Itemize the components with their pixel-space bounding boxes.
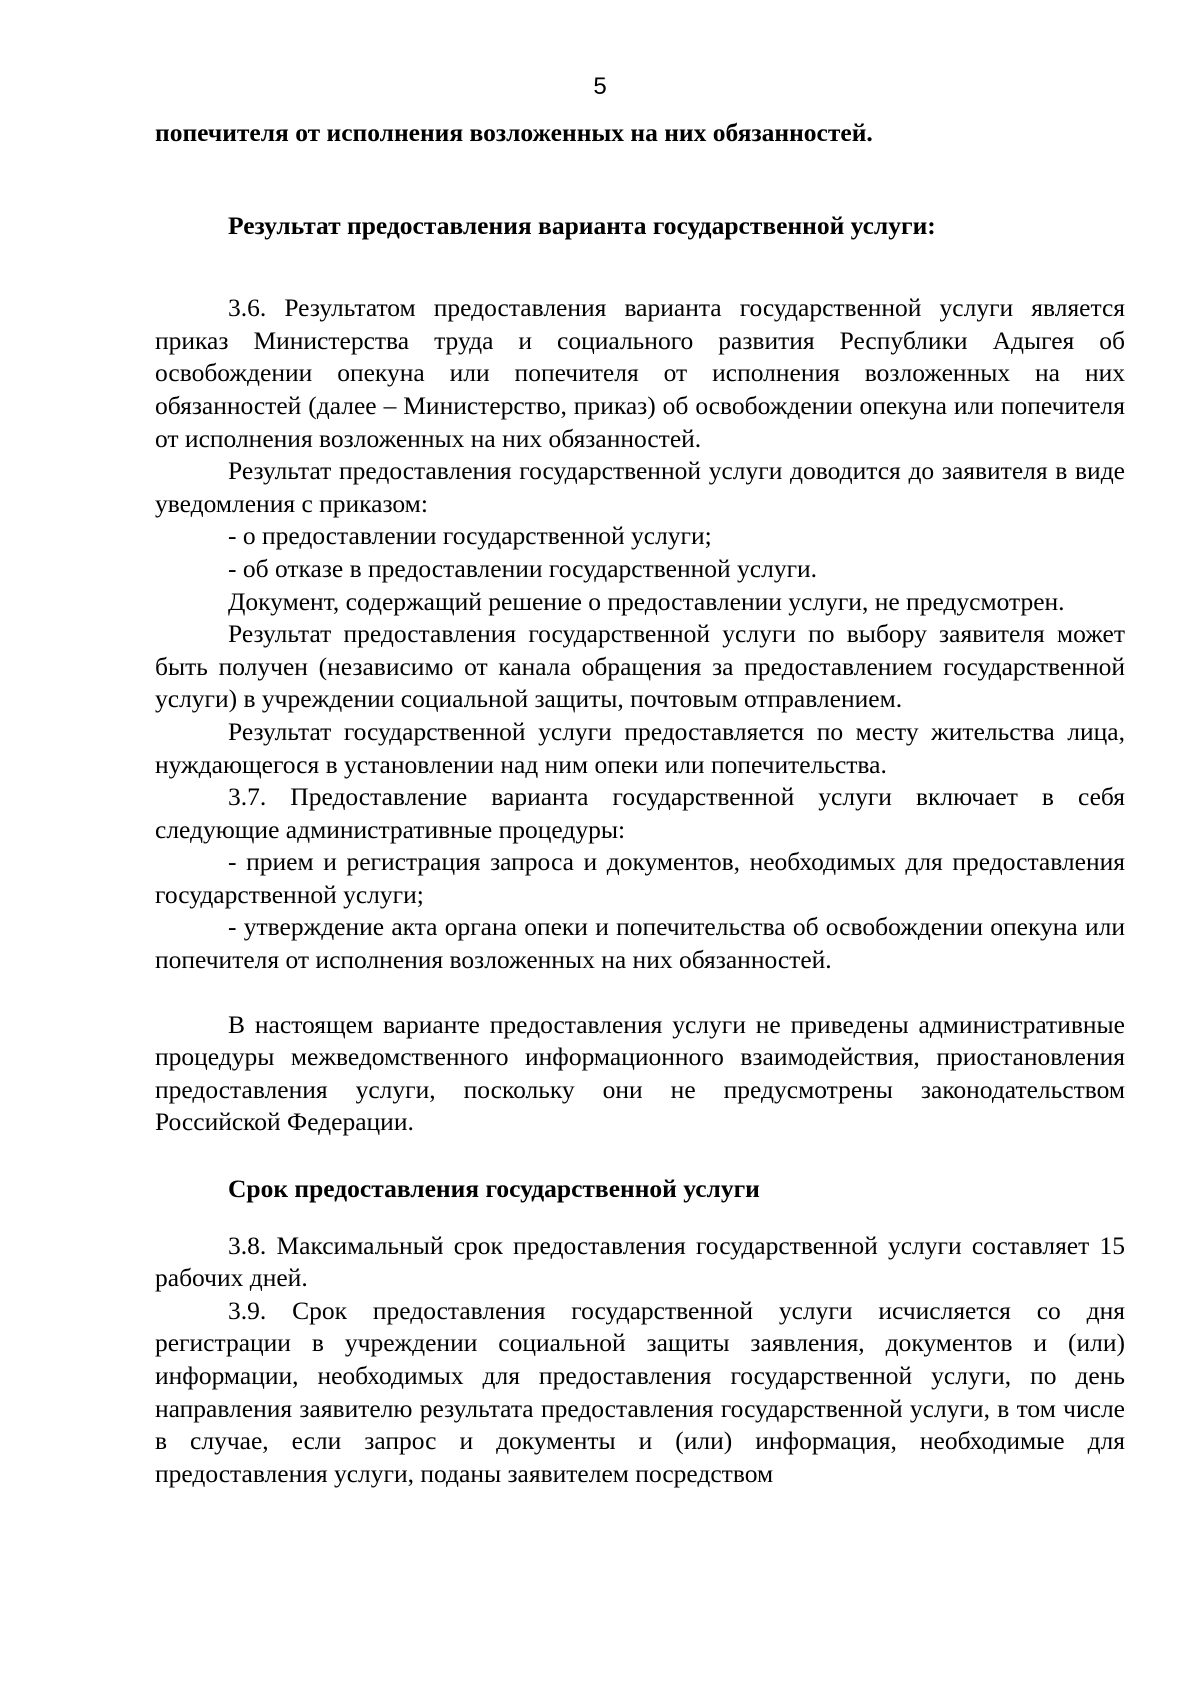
list-item-refuse: - об отказе в предоставлении государственной услуги. [228,553,818,583]
list-item-approval: - утверждение акта органа опеки и попечительства об освобождении опекуна или попечителя от исполнения возложенных на них обязанностей. [155,912,1125,975]
section-heading-term: Срок предоставления государственной услуги [228,1174,760,1204]
paragraph-3-9: 3.9. Срок предоставления государственной услуги исчисляется со дня регистрации в учреждении социальной защиты заявления, документов и (или) информации, необходимых для предоставления государственной услуги, по день направления заявителю результата предоставления государственной услуги, в том числе в случае, если запрос и документы и (или) информация, необходимые для предоставления услуги, поданы заявителем посредством [155,1295,1125,1488]
spacer [155,1139,1125,1173]
spacer [155,1206,1125,1230]
spacer [155,150,1125,210]
paragraph-3-6: 3.6. Результатом предоставления варианта государственной услуги является приказ Министерства труда и социального развития Республики Адыгея об освобождении опекуна или попечителя от исполнения возложенных на них обязанностей (далее – Министерство, приказ) об освобождении опекуна или попечителя от исполнения возложенных на них обязанностей. [155,293,1125,453]
continuation-line: попечителя от исполнения возложенных на них обязанностей. [155,118,873,147]
paragraph-not-provided: В настоящем варианте предоставления услуги не приведены административные процедуры межведомственного информационного взаимодействия, приостановления предоставления услуги, поскольку они не предусмотрены законодательством Российской Федерации. [155,1009,1125,1137]
spacer [155,242,1125,292]
document-body [155,117,1125,1490]
paragraph-result-notice: Результат предоставления государственной услуги доводится до заявителя в виде уведомления с приказом: [155,456,1125,518]
paragraph-3-8: 3.8. Максимальный срок предоставления государственной услуги составляет 15 рабочих дней. [155,1230,1125,1293]
page-number: 5 [593,73,607,100]
paragraph-document: Документ, содержащий решение о предоставлении услуги, не предусмотрен. [228,586,1065,616]
list-item-grant: - о предоставлении государственной услуги; [228,521,712,551]
section-heading-result: Результат предоставления варианта государственной услуги: [228,210,936,240]
list-item-reception: - прием и регистрация запроса и документов, необходимых для предоставления государственной услуги; [155,847,1125,909]
spacer [155,977,1125,1009]
paragraph-result-choice: Результат предоставления государственной услуги по выбору заявителя может быть получен (независимо от канала обращения за предоставлением государственной услуги) в учреждении социальной защиты, почтовым отправлением. [155,619,1125,714]
paragraph-result-place: Результат государственной услуги предоставляется по месту жительства лица, нуждающегося в установлении над ним опеки или попечительства. [155,716,1125,779]
paragraph-3-7: 3.7. Предоставление варианта государственной услуги включает в себя следующие административные процедуры: [155,782,1125,844]
